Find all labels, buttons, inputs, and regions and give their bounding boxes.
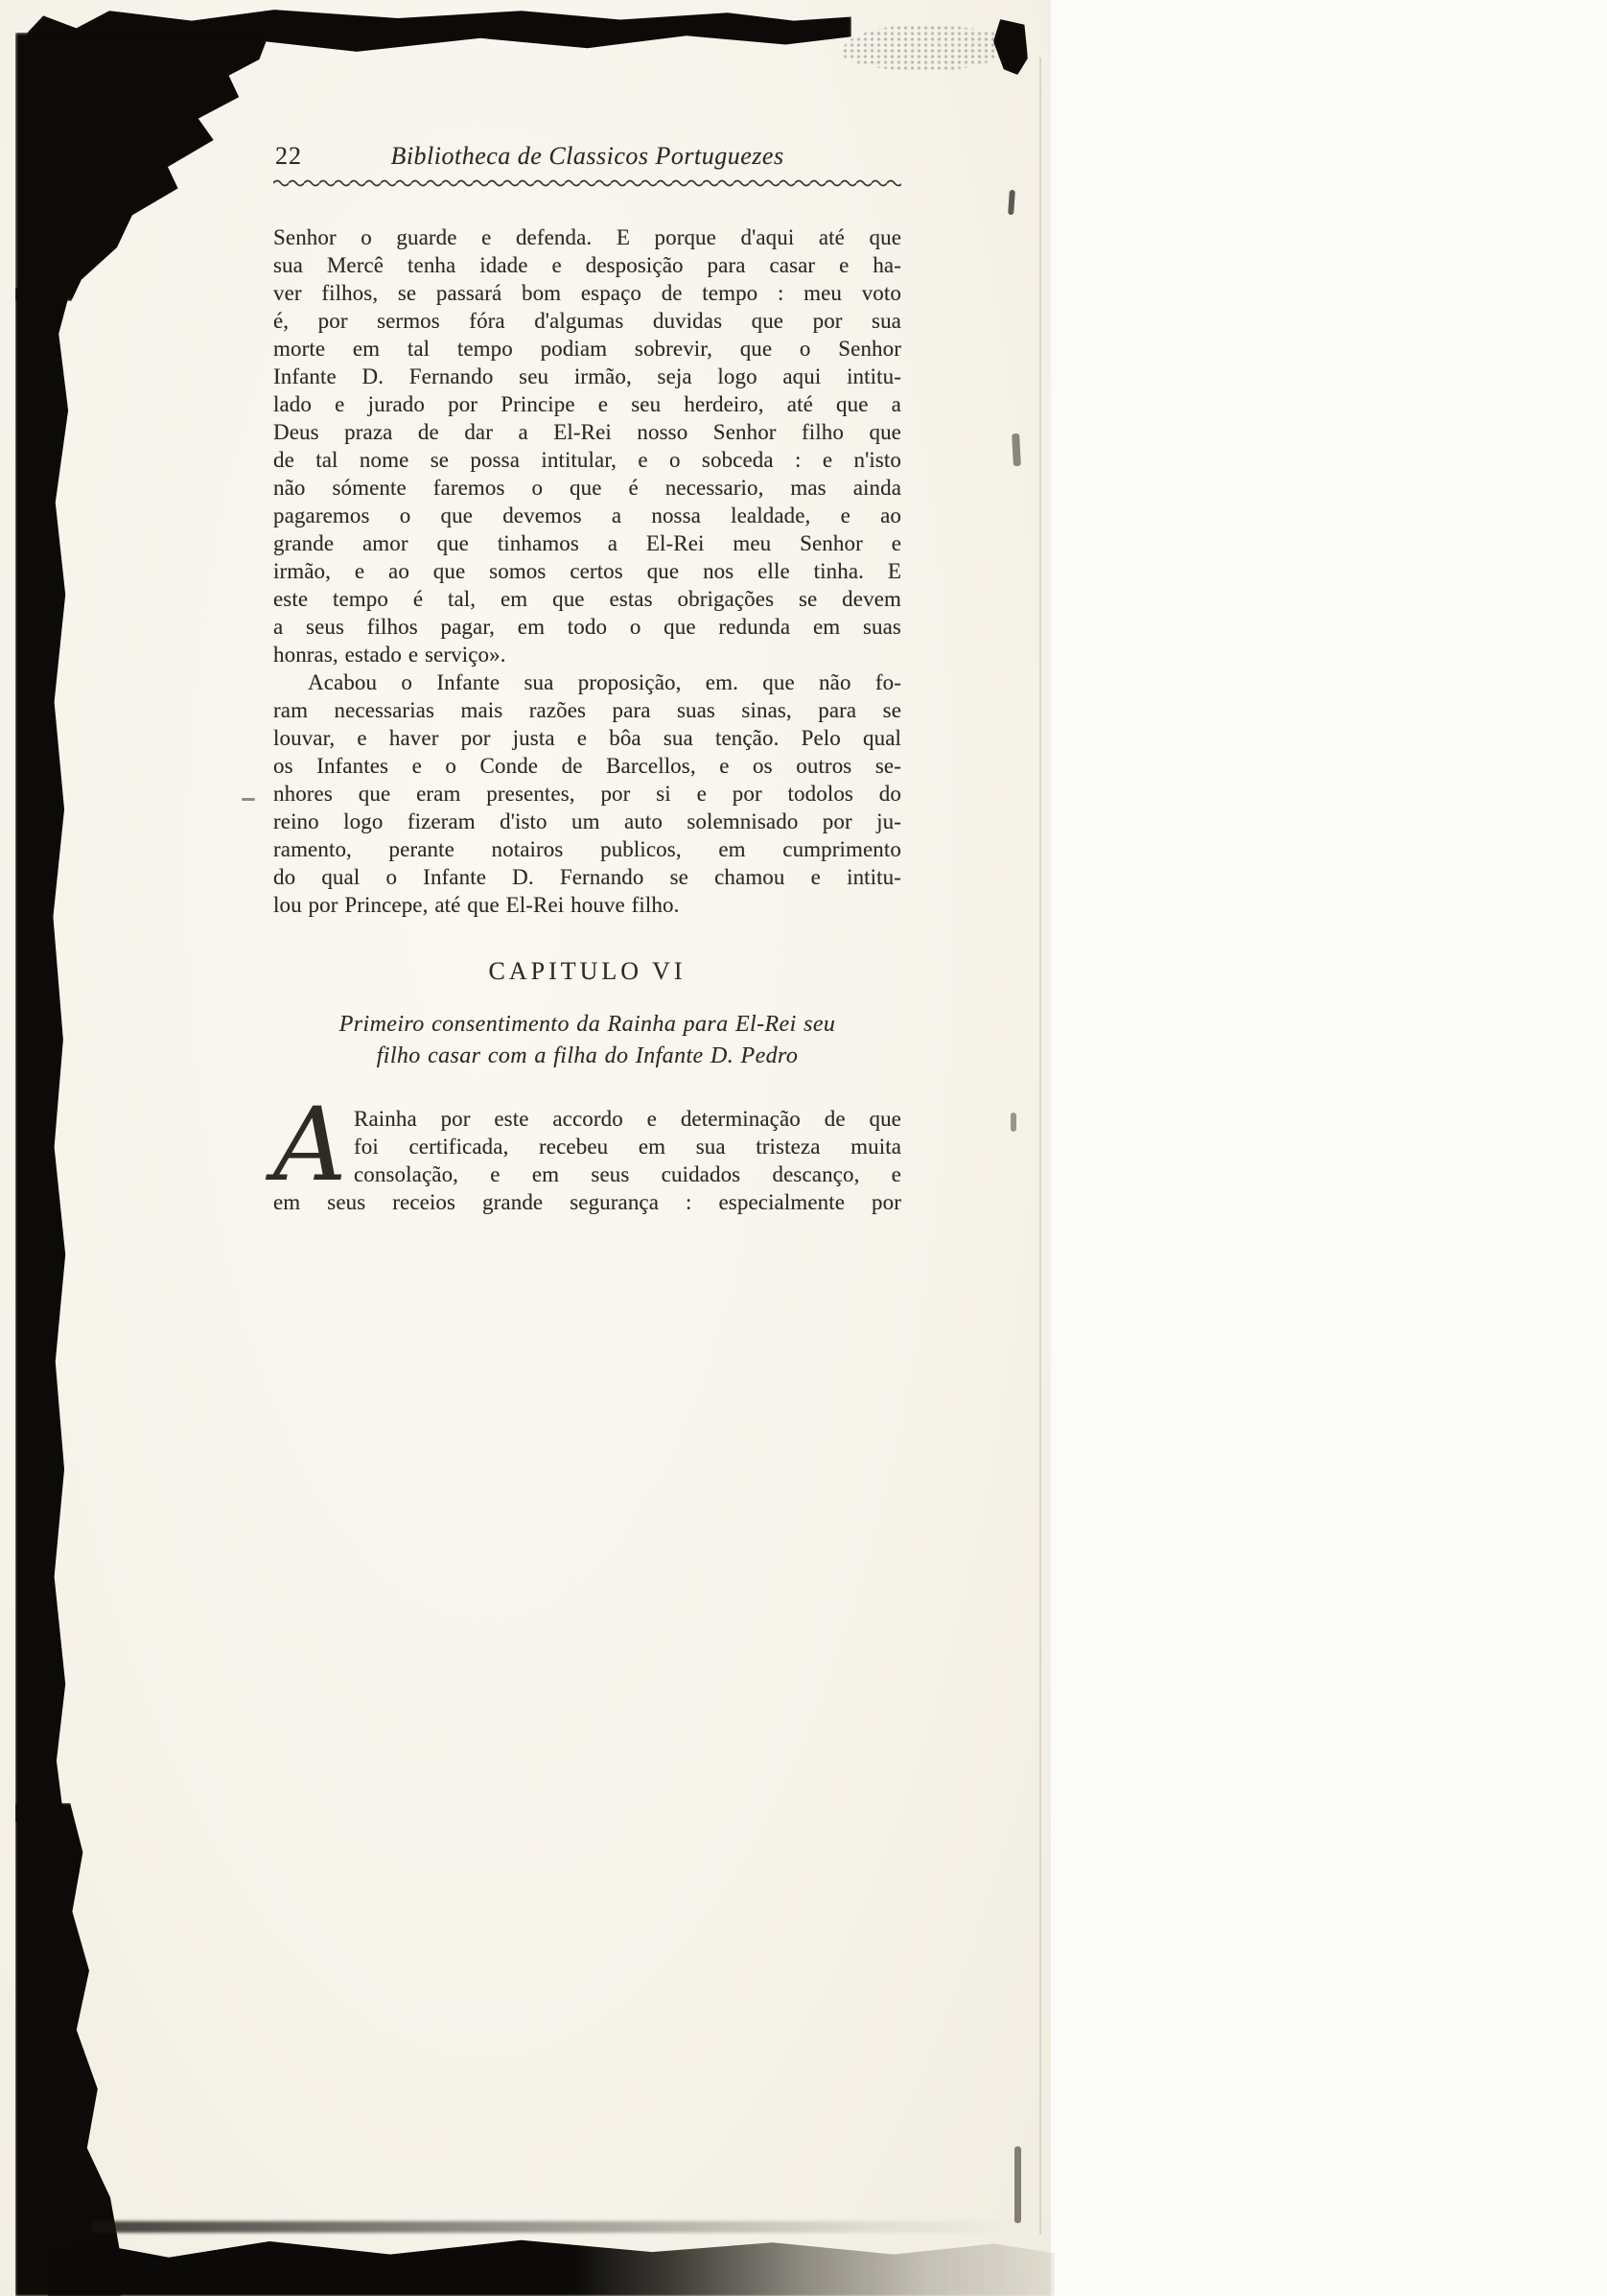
text-line: os Infantes e o Conde de Barcellos, e os outros se-	[273, 754, 901, 778]
text-line: é, por sermos fóra d'algumas duvidas que por sua	[273, 309, 901, 333]
text-line: reino logo fizeram d'isto um auto solemnisado por ju-	[273, 809, 901, 833]
text-line: não sómente faremos o que é necessario, mas ainda	[273, 476, 901, 500]
page-edge-line	[1039, 58, 1041, 2235]
page-content	[273, 142, 901, 1216]
text-line: Infante D. Fernando seu irmão, seja logo aqui intitu-	[273, 364, 901, 388]
text-line: filho casar com a filha do Infante D. Pedro	[376, 1043, 799, 1068]
text-line: em seus receios grande segurança : especialmente por	[273, 1190, 901, 1214]
text-line: ram necessarias mais razões para suas sinas, para se	[273, 698, 901, 722]
text-line: irmão, e ao que somos certos que nos elle tinha. E	[273, 559, 901, 583]
scan-artifact-bottom-smudge	[91, 2221, 1012, 2233]
text-line: Deus praza de dar a El-Rei nosso Senhor filho que	[273, 420, 901, 444]
text-line: pagaremos o que devemos a nossa lealdade, e ao	[273, 504, 901, 527]
page-number: 22	[275, 142, 302, 170]
margin-dash-mark	[242, 798, 255, 801]
dropcap-paragraph	[273, 1086, 901, 1216]
text-line: este tempo é tal, em que estas obrigações se devem	[273, 587, 901, 611]
text-line: lou por Princepe, até que El-Rei houve filho.	[273, 893, 680, 917]
scan-speck	[1011, 1113, 1016, 1132]
text-line: a seus filhos pagar, em todo o que redunda em suas	[273, 615, 901, 639]
scan-speck	[1014, 2146, 1021, 2223]
text-line: nhores que eram presentes, por si e por todolos do	[273, 782, 901, 806]
text-line: Acabou o Infante sua proposição, em. que não fo-	[308, 670, 901, 694]
text-line: ramento, perante notairos publicos, em cumprimento	[273, 837, 901, 861]
text-line: do qual o Infante D. Fernando se chamou e intitu-	[273, 865, 901, 889]
text-line: de tal nome se possa intitular, e o sobceda : e n'isto	[273, 448, 901, 472]
text-line: Primeiro consentimento da Rainha para El-Rei seu	[338, 1012, 836, 1037]
dropcap-initial: A	[273, 1086, 347, 1204]
text-line: grande amor que tinhamos a El-Rei meu Senhor e	[273, 531, 901, 555]
text-line: foi certificada, recebeu em sua tristeza muita	[354, 1135, 901, 1159]
text-line: louvar, e haver por justa e bôa sua tenção. Pelo qual	[273, 726, 901, 750]
text-line: morte em tal tempo podiam sobrevir, que o Senhor	[273, 337, 901, 361]
running-header	[273, 142, 901, 175]
header-rule-wavy	[273, 177, 901, 187]
paragraph	[273, 668, 901, 919]
dropcap-paragraph-lines	[273, 1086, 901, 1216]
text-line: sua Mercê tenha idade e desposição para casar e ha-	[273, 253, 901, 277]
text-line: Senhor o guarde e defenda. E porque d'aqui até que	[273, 225, 901, 249]
text-line: ver filhos, se passará bom espaço de tempo : meu voto	[273, 281, 901, 305]
chapter-subtitle	[273, 1009, 901, 1072]
scan-speck	[1012, 433, 1021, 466]
text-line: consolação, e em seus cuidados descanço, e	[354, 1162, 901, 1186]
text-line: Rainha por este accordo e determinação de que	[354, 1107, 901, 1131]
text-line: lado e jurado por Principe e seu herdeiro, até que a	[273, 392, 901, 416]
text-line: honras, estado e serviço».	[273, 643, 506, 667]
chapter-heading: CAPITULO VI	[488, 957, 687, 985]
running-header-title: Bibliotheca de Classicos Portuguezes	[390, 142, 784, 170]
paragraph	[273, 223, 901, 668]
